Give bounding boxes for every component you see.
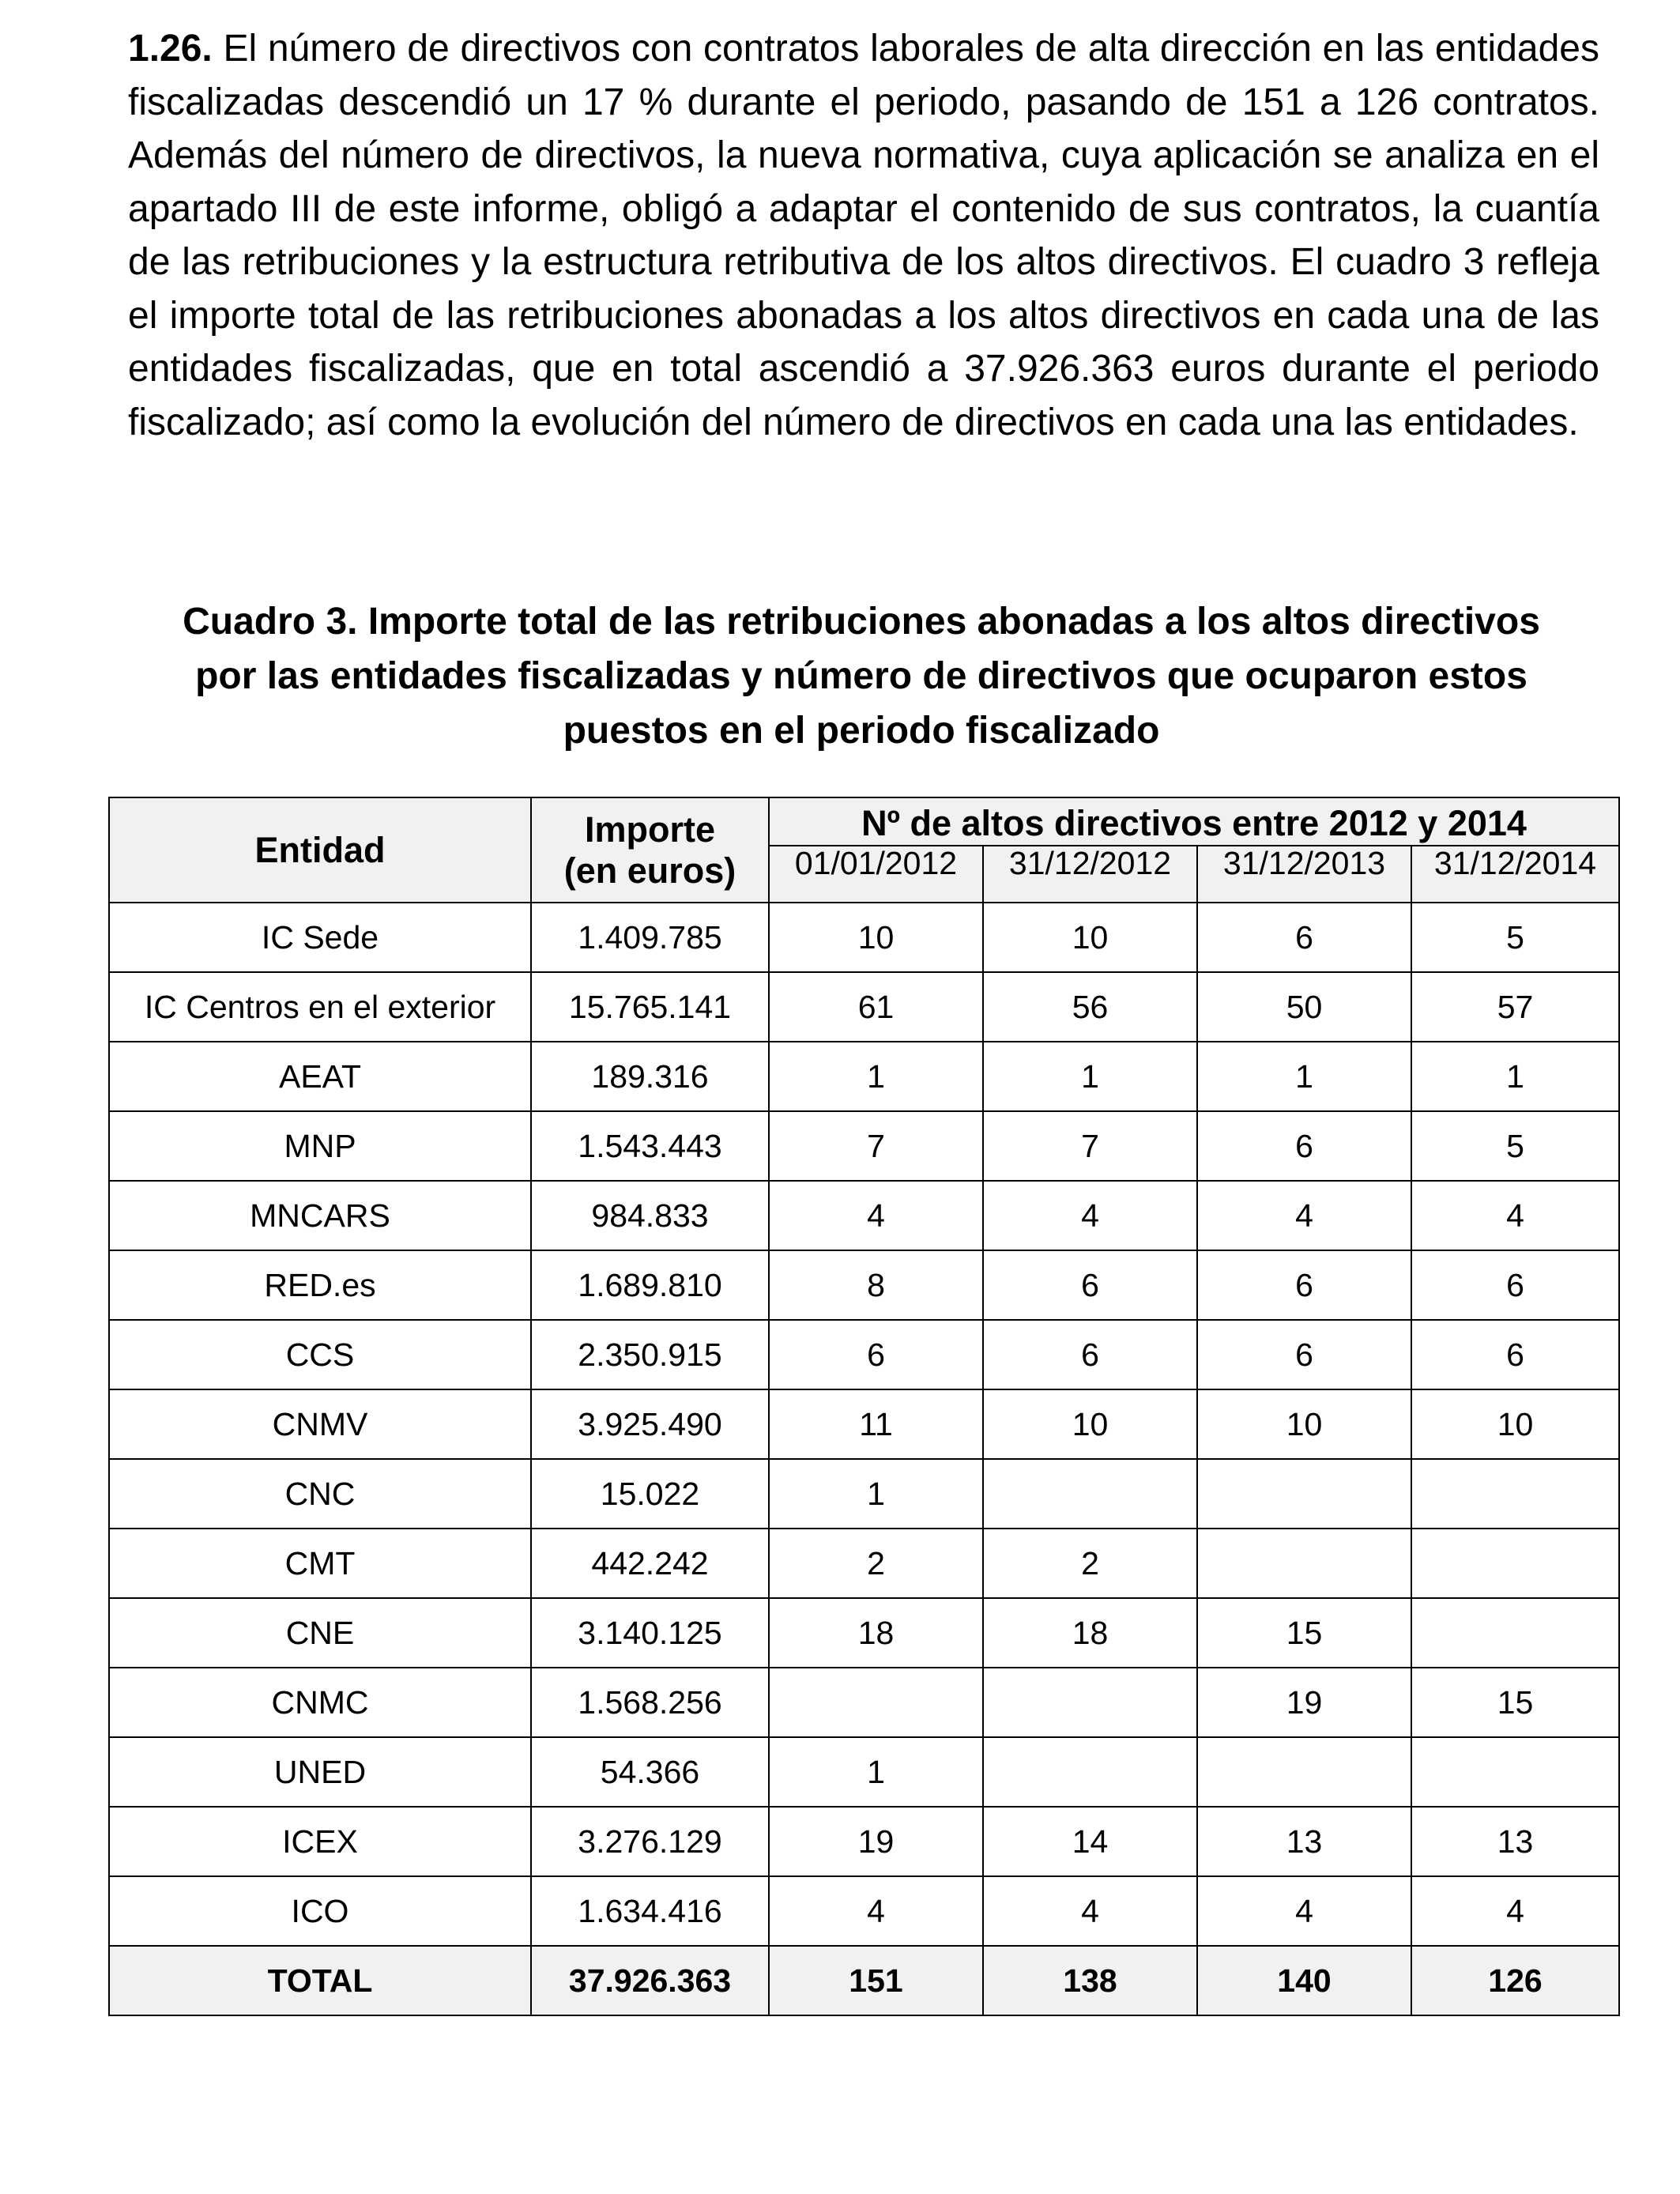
cell-count: 4 [983,1876,1197,1946]
cell-count: 15 [1411,1668,1619,1737]
cell-count: 18 [983,1598,1197,1668]
cell-count: 6 [769,1320,983,1389]
cell-amount: 442.242 [531,1529,769,1598]
cell-count: 1 [1411,1042,1619,1111]
cell-count [983,1668,1197,1737]
cell-count: 13 [1411,1807,1619,1876]
header-amount [531,797,769,903]
cell-count [1411,1529,1619,1598]
cell-count: 50 [1197,972,1411,1042]
cell-count [983,1737,1197,1807]
cell-entity: CMT [109,1529,531,1598]
cell-count [769,1668,983,1737]
cell-count: 7 [983,1111,1197,1181]
cell-count: 6 [1197,1111,1411,1181]
directivos-table [108,797,1620,2016]
header-date: 31/12/2012 [983,846,1197,903]
cell-count [1197,1459,1411,1529]
table-body [109,903,1619,2015]
cell-count: 1 [769,1459,983,1529]
cell-entity: AEAT [109,1042,531,1111]
table-row [109,1042,1619,1111]
total-label: TOTAL [109,1946,531,2015]
cell-count: 4 [769,1181,983,1250]
cell-entity: IC Sede [109,903,531,972]
cell-count: 2 [769,1529,983,1598]
table-row [109,1181,1619,1250]
cell-count: 4 [769,1876,983,1946]
cell-amount: 984.833 [531,1181,769,1250]
cell-count: 2 [983,1529,1197,1598]
table-row [109,1320,1619,1389]
header-amount-line-1: Importe [584,809,715,850]
cell-count: 19 [1197,1668,1411,1737]
cell-entity: IC Centros en el exterior [109,972,531,1042]
cell-count: 10 [1197,1389,1411,1459]
cell-entity: CNC [109,1459,531,1529]
cell-count: 56 [983,972,1197,1042]
cell-count [983,1459,1197,1529]
cell-count: 10 [983,1389,1197,1459]
cell-count [1411,1598,1619,1668]
table-row [109,1111,1619,1181]
cell-entity: CCS [109,1320,531,1389]
cell-amount: 15.765.141 [531,972,769,1042]
cell-amount: 3.925.490 [531,1389,769,1459]
cell-amount: 54.366 [531,1737,769,1807]
cell-count: 15 [1197,1598,1411,1668]
cell-count [1411,1459,1619,1529]
cell-count: 6 [1411,1250,1619,1320]
header-date: 31/12/2014 [1411,846,1619,903]
cell-count: 18 [769,1598,983,1668]
cell-count: 10 [1411,1389,1619,1459]
cell-count: 6 [1197,1320,1411,1389]
header-group: Nº de altos directivos entre 2012 y 2014 [769,797,1619,846]
cell-count: 5 [1411,1111,1619,1181]
cell-count: 6 [983,1250,1197,1320]
cell-count: 1 [769,1737,983,1807]
cell-count [1411,1737,1619,1807]
cell-count [1197,1737,1411,1807]
table-row [109,1668,1619,1737]
total-count: 138 [983,1946,1197,2015]
cell-count: 4 [983,1181,1197,1250]
table-row [109,1598,1619,1668]
header-date: 01/01/2012 [769,846,983,903]
cell-count [1197,1529,1411,1598]
table-row [109,1737,1619,1807]
cell-count: 14 [983,1807,1197,1876]
table-row [109,903,1619,972]
cell-amount: 1.543.443 [531,1111,769,1181]
cell-amount: 1.409.785 [531,903,769,972]
cell-entity: UNED [109,1737,531,1807]
cell-count: 10 [983,903,1197,972]
table-caption [111,594,1612,758]
cell-amount: 3.140.125 [531,1598,769,1668]
cell-amount: 189.316 [531,1042,769,1111]
cell-amount: 1.689.810 [531,1250,769,1320]
cell-count: 5 [1411,903,1619,972]
header-entity: Entidad [109,797,531,903]
caption-line-1: Cuadro 3. Importe total de las retribuciones abonadas a los altos directivos [183,601,1540,643]
cell-count: 4 [1411,1181,1619,1250]
cell-entity: RED.es [109,1250,531,1320]
header-amount-line-2: (en euros) [563,850,736,891]
cell-count: 4 [1197,1876,1411,1946]
table-row [109,972,1619,1042]
table-row [109,1807,1619,1876]
cell-amount: 15.022 [531,1459,769,1529]
cell-amount: 1.568.256 [531,1668,769,1737]
caption-line-3: puestos en el periodo fiscalizado [563,710,1160,752]
cell-amount: 3.276.129 [531,1807,769,1876]
cell-count: 4 [1411,1876,1619,1946]
cell-count: 6 [983,1320,1197,1389]
table-row [109,1389,1619,1459]
table-row [109,1529,1619,1598]
table-row [109,1250,1619,1320]
cell-count: 1 [983,1042,1197,1111]
cell-amount: 2.350.915 [531,1320,769,1389]
cell-count: 6 [1197,903,1411,972]
cell-entity: ICEX [109,1807,531,1876]
table-row [109,1876,1619,1946]
paragraph-number: 1.26. [128,28,213,70]
cell-count: 57 [1411,972,1619,1042]
cell-entity: MNCARS [109,1181,531,1250]
total-amount: 37.926.363 [531,1946,769,2015]
cell-count: 7 [769,1111,983,1181]
table-row [109,1459,1619,1529]
header-date: 31/12/2013 [1197,846,1411,903]
cell-count: 6 [1411,1320,1619,1389]
paragraph-1-26 [128,22,1599,449]
cell-count: 10 [769,903,983,972]
paragraph-text: El número de directivos con contratos laborales de alta dirección en las entidades fiscalizadas descendió un 17 % durante el periodo, pasando de 151 a 126 contratos. Además del número de directivos, la nueva normativa, cuya aplicación se analiza en el apartado III de este informe, obligó a adaptar el contenido de sus contratos, la cuantía de las retribuciones y la estructura retributiva de los altos directivos. El cuadro 3 refleja el importe total de las retribuciones abonadas a los altos directivos en cada una de las entidades fiscalizadas, que en total ascendió a 37.926.363 euros durante el periodo fiscalizado; así como la evolución del número de directivos en cada una las entidades. [128,28,1599,443]
cell-count: 13 [1197,1807,1411,1876]
cell-count: 4 [1197,1181,1411,1250]
cell-amount: 1.634.416 [531,1876,769,1946]
cell-entity: CNMC [109,1668,531,1737]
cell-count: 1 [1197,1042,1411,1111]
cell-count: 8 [769,1250,983,1320]
cell-entity: CNE [109,1598,531,1668]
cell-entity: MNP [109,1111,531,1181]
cell-count: 1 [769,1042,983,1111]
caption-line-2: por las entidades fiscalizadas y número de directivos que ocuparon estos [195,655,1527,697]
cell-entity: ICO [109,1876,531,1946]
table-total-row [109,1946,1619,2015]
total-count: 151 [769,1946,983,2015]
total-count: 140 [1197,1946,1411,2015]
cell-count: 6 [1197,1250,1411,1320]
cell-count: 61 [769,972,983,1042]
total-count: 126 [1411,1946,1619,2015]
cell-count: 19 [769,1807,983,1876]
table-header [109,797,1619,903]
cell-entity: CNMV [109,1389,531,1459]
cell-count: 11 [769,1389,983,1459]
